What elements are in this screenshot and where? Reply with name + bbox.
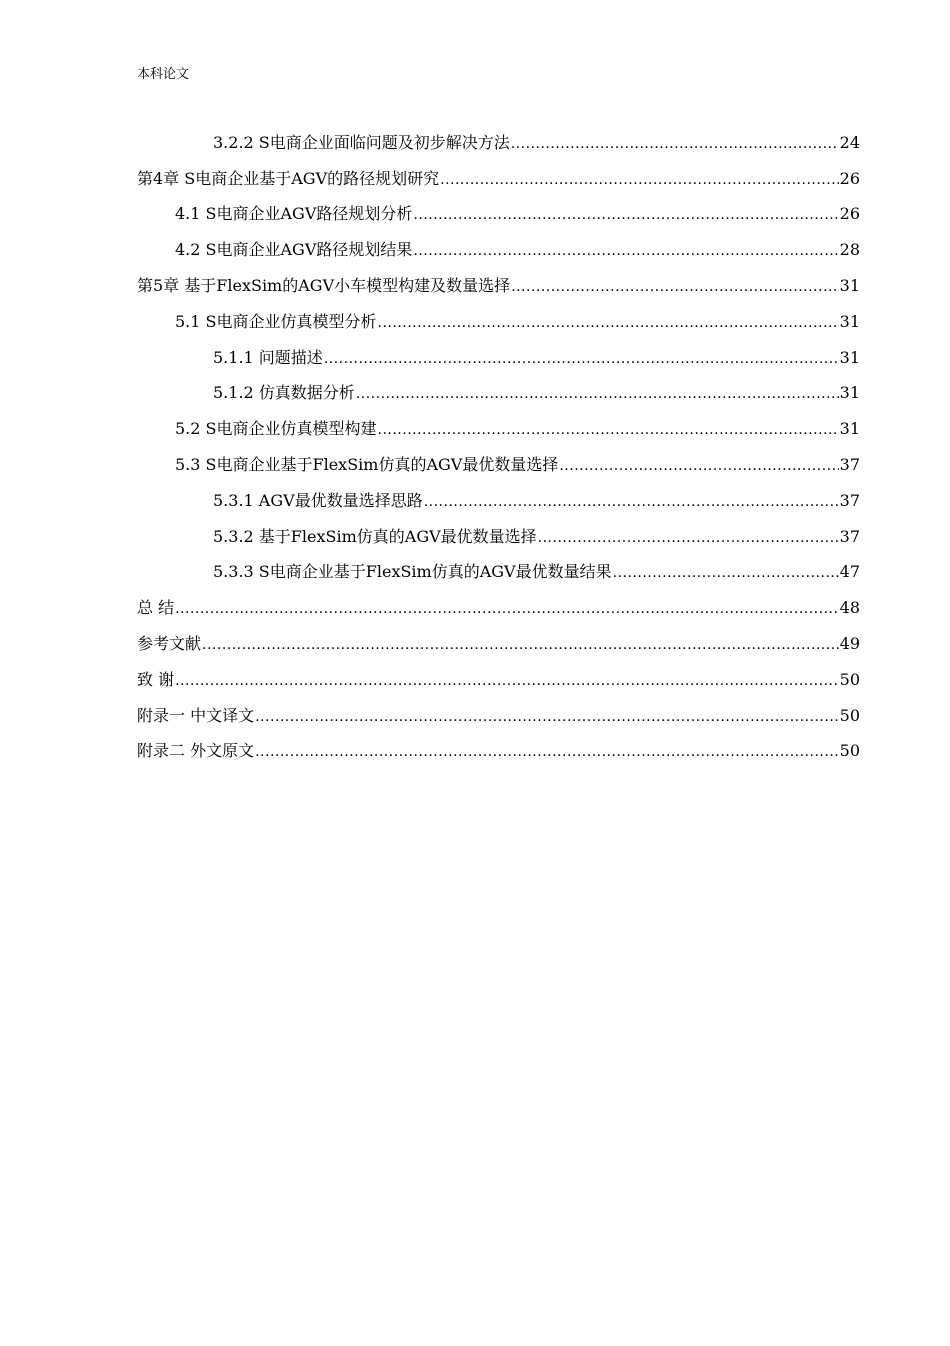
toc-entry-page: 26 [839,204,860,224]
toc-leader-dots [255,742,839,762]
toc-entry-title: 第5章 基于FlexSim的AGV小车模型构建及数量选择 [137,275,511,295]
toc-entry-title: 3.2.2 S电商企业面临问题及初步解决方法 [213,132,510,152]
toc-entry-page: 37 [839,490,860,510]
toc-leader-dots [324,349,839,369]
toc-entry-title: 5.3.3 S电商企业基于FlexSim仿真的AGV最优数量结果 [213,562,612,582]
toc-entry-title: 5.3 S电商企业基于FlexSim仿真的AGV最优数量选择 [175,454,559,474]
toc-entry[interactable] [137,657,860,693]
toc-leader-dots [424,492,839,512]
toc-entry-title: 5.3.1 AGV最优数量选择思路 [213,490,423,510]
toc-entry[interactable] [137,263,860,299]
toc-entry-page: 50 [839,741,860,761]
toc-entry[interactable] [137,299,860,335]
toc-entry-title: 第4章 S电商企业基于AGV的路径规划研究 [137,168,440,188]
toc-entry-title: 4.2 S电商企业AGV路径规划结果 [175,240,413,260]
toc-leader-dots [559,456,838,476]
toc-entry-title: 附录一 中文译文 [137,705,255,725]
toc-leader-dots [538,528,839,548]
toc-leader-dots [440,170,839,190]
toc-entry-page: 31 [839,275,860,295]
toc-leader-dots [413,205,838,225]
toc-leader-dots [511,277,839,297]
page-header: 本科论文 [137,67,190,82]
toc-entry-page: 31 [839,347,860,367]
toc-entry-title: 附录二 外文原文 [137,741,255,761]
toc-leader-dots [175,599,839,619]
toc-entry-title: 4.1 S电商企业AGV路径规划分析 [175,204,413,224]
toc-entry[interactable] [137,550,860,586]
toc-entry[interactable] [137,478,860,514]
toc-entry[interactable] [137,514,860,550]
toc-entry[interactable] [137,693,860,729]
toc-entry[interactable] [137,227,860,263]
toc-leader-dots [413,241,838,261]
toc-entry-page: 48 [839,598,860,618]
toc-entry[interactable] [137,585,860,621]
toc-entry[interactable] [137,192,860,228]
toc-entry-page: 31 [839,419,860,439]
toc-entry-page: 37 [839,454,860,474]
toc-entry[interactable] [137,442,860,478]
toc-leader-dots [356,384,839,404]
toc-entry[interactable] [137,621,860,657]
toc-entry-page: 37 [839,526,860,546]
toc-entry[interactable] [137,120,860,156]
toc-entry-page: 50 [839,705,860,725]
toc-entry-page: 28 [839,240,860,260]
toc-leader-dots [378,420,839,440]
toc-entry[interactable] [137,729,860,765]
toc-entry-page: 26 [839,168,860,188]
toc-entry-page: 31 [839,383,860,403]
toc-entry-page: 47 [839,562,860,582]
toc-leader-dots [613,563,839,583]
table-of-contents [137,120,860,764]
toc-entry[interactable] [137,156,860,192]
toc-entry[interactable] [137,371,860,407]
toc-leader-dots [202,635,839,655]
toc-entry[interactable] [137,335,860,371]
toc-leader-dots [255,707,839,727]
toc-entry-title: 5.3.2 基于FlexSim仿真的AGV最优数量选择 [213,526,537,546]
toc-entry-page: 31 [839,311,860,331]
toc-entry-title: 5.1.1 问题描述 [213,347,323,367]
toc-entry-page: 49 [839,633,860,653]
toc-entry-title: 总 结 [137,598,175,618]
toc-entry-title: 致 谢 [137,669,175,689]
toc-entry-title: 5.1 S电商企业仿真模型分析 [175,311,377,331]
toc-leader-dots [511,134,839,154]
toc-entry-page: 24 [839,132,860,152]
toc-entry-title: 参考文献 [137,633,202,653]
toc-entry[interactable] [137,406,860,442]
toc-entry-title: 5.1.2 仿真数据分析 [213,383,355,403]
toc-entry-title: 5.2 S电商企业仿真模型构建 [175,419,377,439]
toc-entry-page: 50 [839,669,860,689]
toc-leader-dots [175,671,839,691]
toc-leader-dots [378,313,839,333]
